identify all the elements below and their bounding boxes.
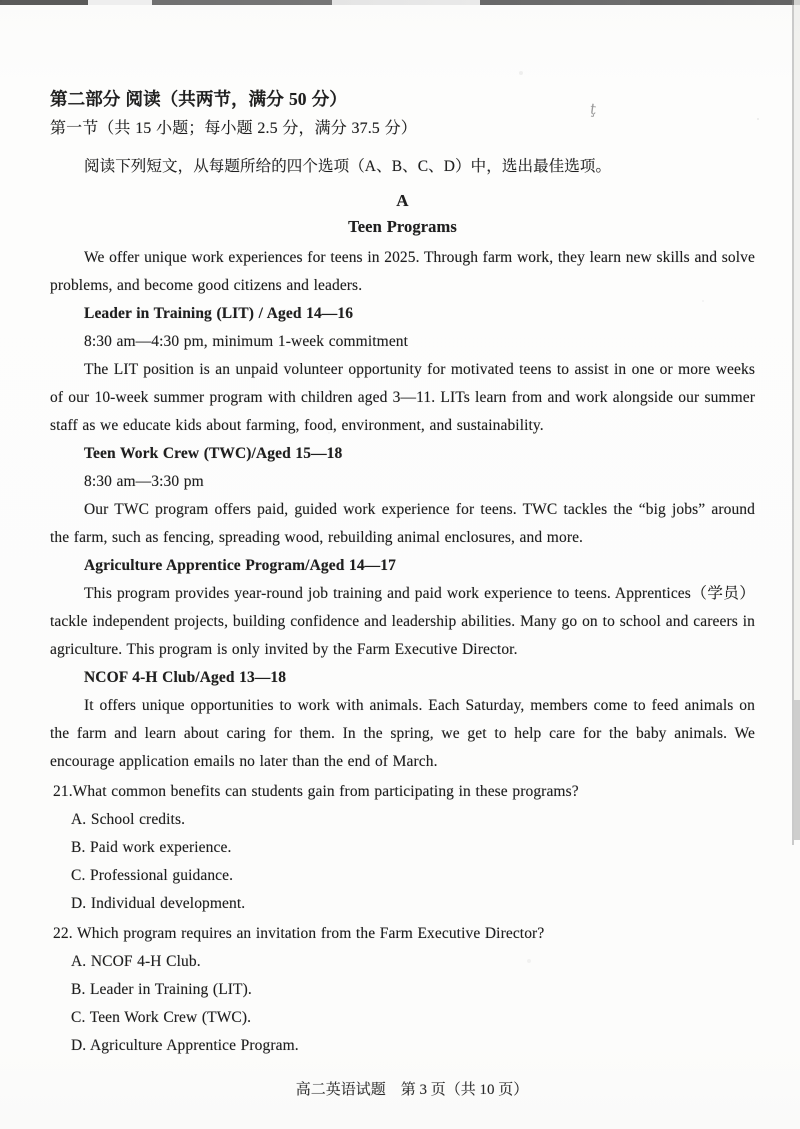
program-4h-club-description: It offers unique opportunities to work with animals. Each Saturday, members come to feed animals on the farm and learn about caring for them. In the spring, we get to help care for the baby animals. We encourage application emails no later than the end of March. [50, 697, 755, 770]
program-twc-description: Our TWC program offers paid, guided work experience for teens. TWC tackles the “big jobs” around the farm, such as fencing, spreading wood, rebuilding animal enclosures, and more. [50, 501, 755, 546]
program-4h-club-heading: NCOF 4-H Club/Aged 13—18 [84, 669, 287, 686]
passage-intro: We offer unique work experiences for teens in 2025. Through farm work, they learn new skills and solve problems, and become good citizens and leaders. [50, 249, 755, 294]
passage-body [50, 244, 755, 1060]
page-content [50, 0, 755, 1060]
question-21 [50, 778, 755, 918]
question-21-option-d: D. Individual development. [71, 895, 246, 912]
subsection-header: 第一节（共 15 小题；每小题 2.5 分，满分 37.5 分） [50, 120, 417, 137]
section-header: 第二部分 阅读（共两节，满分 50 分） [50, 89, 347, 109]
question-22-option-d: D. Agriculture Apprentice Program. [71, 1037, 299, 1054]
question-21-option-c: C. Professional guidance. [71, 867, 234, 884]
question-22-option-b: B. Leader in Training (LIT). [71, 981, 252, 998]
program-lit-description: The LIT position is an unpaid volunteer opportunity for motivated teens to assist in one or more weeks of our 10-week summer program with children aged 3—11. LITs learn from and work alongside our summer staff as we educate kids about farming, food, environment, and sustainability. [50, 361, 755, 434]
page-footer: 高二英语试题 第 3 页（共 10 页） [295, 1082, 529, 1098]
program-apprentice-description: This program provides year-round job training and paid work experience to teens. Apprentices（学员）tackle independent projects, building confidence and leadership abilities. Many go on to school and careers in agriculture. This program is only invited by the Farm Executive Director. [50, 585, 755, 658]
program-twc-heading: Teen Work Crew (TWC)/Aged 15—18 [84, 445, 343, 462]
reading-instruction: 阅读下列短文，从每题所给的四个选项（A、B、C、D）中，选出最佳选项。 [84, 158, 612, 175]
program-4h-club [50, 664, 755, 776]
question-22-option-c: C. Teen Work Crew (TWC). [71, 1009, 252, 1026]
question-21-text: 21.What common benefits can students gain from participating in these programs? [53, 783, 579, 800]
question-22-option-a: A. NCOF 4-H Club. [71, 953, 201, 970]
question-22-text: 22. Which program requires an invitation from the Farm Executive Director? [53, 925, 545, 942]
passage-label: A [396, 191, 409, 210]
program-lit-schedule: 8:30 am—4:30 pm, minimum 1-week commitment [84, 333, 409, 350]
handwritten-mark: ţ [588, 99, 598, 119]
question-22 [50, 920, 755, 1060]
program-apprentice-heading: Agriculture Apprentice Program/Aged 14—17 [84, 557, 396, 574]
scan-noise-speckles [0, 0, 2, 2]
program-twc-schedule: 8:30 am—3:30 pm [84, 473, 204, 490]
program-apprentice [50, 552, 755, 664]
passage-title: Teen Programs [348, 217, 457, 236]
question-21-option-a: A. School credits. [71, 811, 186, 828]
question-21-option-b: B. Paid work experience. [71, 839, 232, 856]
program-twc [50, 440, 755, 552]
program-lit-heading: Leader in Training (LIT) / Aged 14—16 [84, 305, 354, 322]
program-lit [50, 300, 755, 440]
scan-edge-band-lower [794, 700, 800, 840]
scan-edge-band-upper [794, 0, 800, 700]
